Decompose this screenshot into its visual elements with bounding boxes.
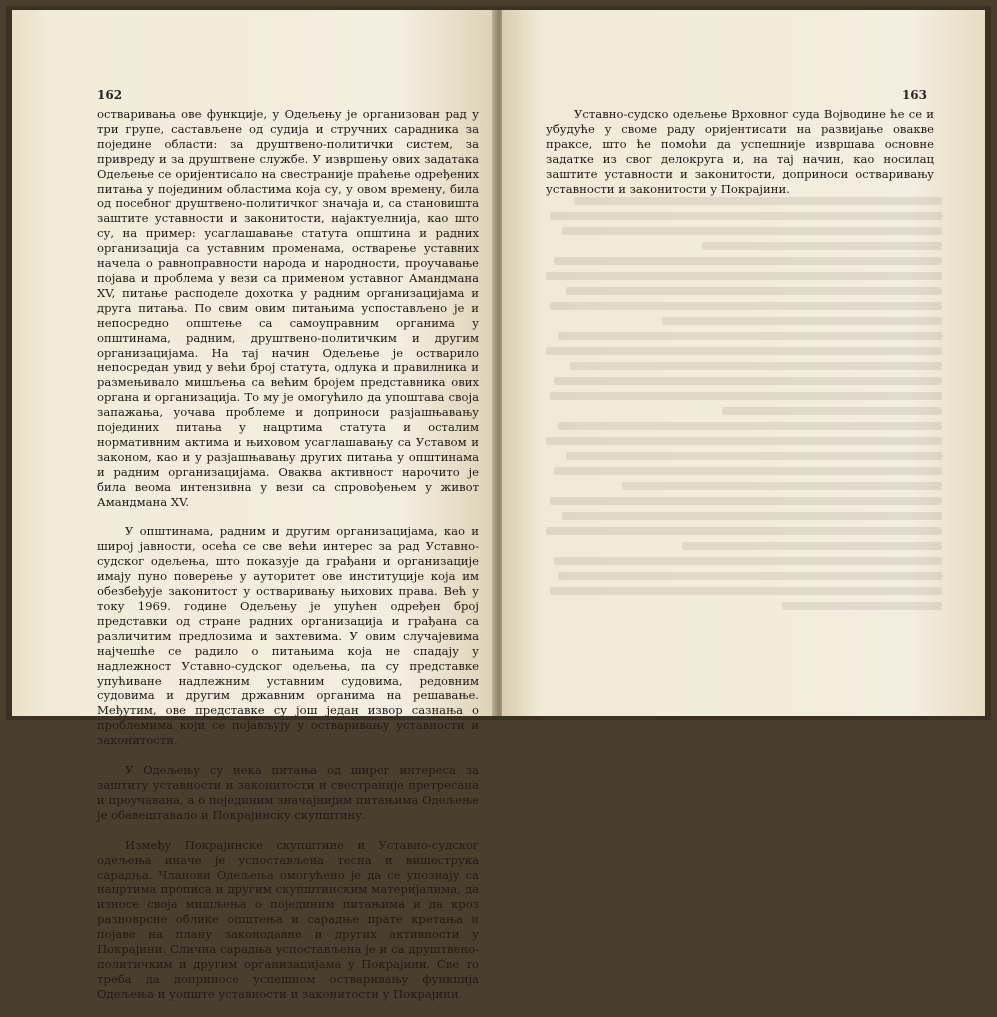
- book-spread: [6, 6, 991, 1001]
- page-number-left: 162: [97, 88, 123, 102]
- right-page: [502, 10, 985, 716]
- right-page-text: [546, 107, 934, 211]
- page-number-right: 163: [901, 88, 927, 102]
- paragraph: Између Покрајинске скупштине и Уставно-судског одељења иначе је успостављена тесна и вишеструка сарадња. Чланови Одељења омогућено је да се упознају са нацртима прописа и другим скупштинским материјалима, да износе своја мишљења о појединим питањима и да кроз разноврсне облике општења и сарадње прате кретања и појаве на плану законодавне и других активности у Покрајини. Слична сарадња успостављена је и са друштвено-политичким и другим организацијама у Покрајини. Све то треба да доприносе успешном остваривању функција Одељења и уопште уставности и законитости у Покрајини.: [97, 837, 479, 1001]
- left-page-text: [97, 107, 479, 1017]
- bleed-through-text: [542, 190, 942, 670]
- left-page: [12, 10, 498, 1001]
- paragraph: У Одељењу су нека питања од ширег интереса за заштиту уставности и законитости и свестраније претресана и проучавана, а о појединим значајнијим питањима Одељење је обавештавало и Покрајинску скупштину.: [97, 763, 479, 822]
- paragraph: Уставно-судско одељење Врховног суда Војводине ће се и убудуће у своме раду оријентисати на развијање овакве праксе, што ће помоћи да успешније извршава основне задатке из свог делокруга и, на тај начин, као носилац заштите уставности и законитости, доприноси остваривању уставности и законитости у Покрајини.: [546, 107, 934, 196]
- paragraph: остваривања ове функције, у Одељењу је организован рад у три групе, састављене од судија и стручних сарадника за поједине области: за друштвено-политички систем, за привреду и за друштвене службе. У извршењу ових задатака Одељење се оријентисало на свестраније праћење одређених питања у појединим областима која су, у овом времену, била од посебног друштвено-политичког значаја и, са становишта заштите уставности и законитости, најактуелнија, као што су, на пример: усаглашавање статута општина и радних организација са уставним променама, остварење уставних начела о равноправности народа и народности, проучавање појава и проблема у вези са применом уставног Амандмана XV, питање расподеле дохотка у радним организацијама и друга питања. По свим овим питањима успостављено је и непосредно општење са самоуправним органима у општинама, радним, друштвено-политичким и другим организацијама. На тај начин Одељење је остварило непосредан увид у већи број статута, одлука и правилника и размењивало мишљења са већим бројем представника ових органа и организација. То му је омогућило да упоштава своја запажања, уочава проблеме и доприноси разјашњавању појединих питања у нацртима статута и осталим нормативним актима и њиховом усаглашавању са Уставом и законом, као и у разјашњавању других питања у општинама и радним организацијама. Оваква активност нарочито је била веома интензивна у вези са спровођењем у живот Амандмана XV.: [97, 107, 479, 509]
- paragraph: У општинама, радним и другим организацијама, као и широј јавности, осећа се све већи интерес за рад Уставно-судског одељења, што показује да грађани и организације имају пуно поверење у ауторитет ове институције која им обезбеђује законитост у остваривању њихових права. Већ у току 1969. године Одељењу је упућен одређен број представки од стране радних организација и грађана са различитим предлозима и захтевима. У овим случајевима најчешће се радило о питањима која не спадају у надлежност Уставно-судског одељења, па су представке упућиване надлежним уставним судовима, редовним судовима и другим државним органима на решавање. Међутим, ове представке су још један извор сазнања о проблемима који се појављују у остваривању уставности и законитости.: [97, 524, 479, 748]
